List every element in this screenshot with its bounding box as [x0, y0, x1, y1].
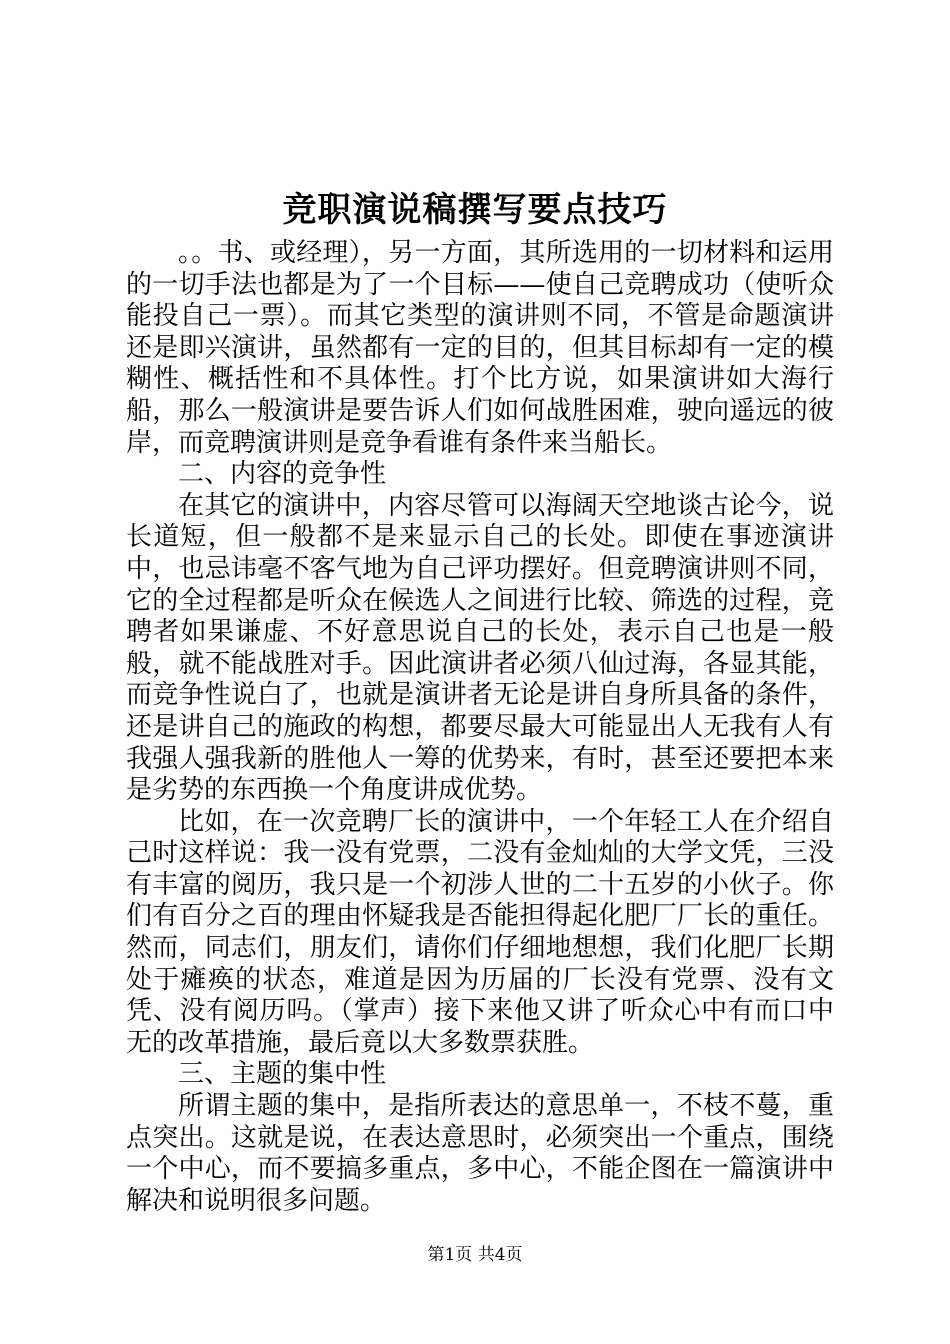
- page-number: 第1页: [427, 1245, 473, 1265]
- page-footer: [0, 1243, 950, 1267]
- body-paragraph: 所谓主题的集中，是指所表达的意思单一，不枝不蔓，重点突出。这就是说，在表达意思时，必须突出一个重点，围绕一个中心，而不要搞多重点，多中心，不能企图在一篇演讲中解决和说明很多问题。: [126, 1091, 834, 1216]
- page-total: 共4页: [477, 1245, 523, 1265]
- section-heading: 三、主题的集中性: [178, 1059, 387, 1090]
- section-heading: 二、内容的竞争性: [178, 459, 387, 490]
- body-paragraph: 。。书、或经理），另一方面，其所选用的一切材料和运用的一切手法也都是为了一个目标——使自己竞聘成功（使听众能投自己一票）。而其它类型的演讲则不同，不管是命题演讲还是即兴演讲，虽然都有一定的目的，但其目标却有一定的模糊性、概括性和不具体性。打个比方说，如果演讲如大海行船，那么一般演讲是要告诉人们如何战胜困难，驶向遥远的彼岸，而竞聘演讲则是竞争看谁有条件来当船长。: [126, 238, 834, 458]
- document-body: [126, 238, 834, 1217]
- body-paragraph: 在其它的演讲中，内容尽管可以海阔天空地谈古论今，说长道短，但一般都不是来显示自己的长处。即使在事迹演讲中，也忌讳毫不客气地为自己评功摆好。但竞聘演讲则不同，它的全过程都是听众在候选人之间进行比较、筛选的过程，竞聘者如果谦虚、不好意思说自己的长处，表示自己也是一般般，就不能战胜对手。因此演讲者必须八仙过海，各显其能，而竞争性说白了，也就是演讲者无论是讲自身所具备的条件，还是讲自己的施政的构想，都要尽最大可能显出人无我有人有我强人强我新的胜他人一筹的优势来，有时，甚至还要把本来是劣势的东西换一个角度讲成优势。: [126, 490, 834, 806]
- document-title: 竞职演说稿撰写要点技巧: [282, 190, 668, 230]
- body-paragraph: 比如，在一次竞聘厂长的演讲中，一个年轻工人在介绍自己时这样说：我一没有党票，二没有金灿灿的大学文凭，三没有丰富的阅历，我只是一个初涉人世的二十五岁的小伙子。你们有百分之百的理由怀疑我是否能担得起化肥厂厂长的重任。然而，同志们，朋友们，请你们仔细地想想，我们化肥厂长期处于瘫痪的状态，难道是因为历届的厂长没有党票、没有文凭、没有阅历吗。（掌声）接下来他又讲了听众心中有而口中无的改革措施，最后竟以大多数票获胜。: [126, 806, 834, 1058]
